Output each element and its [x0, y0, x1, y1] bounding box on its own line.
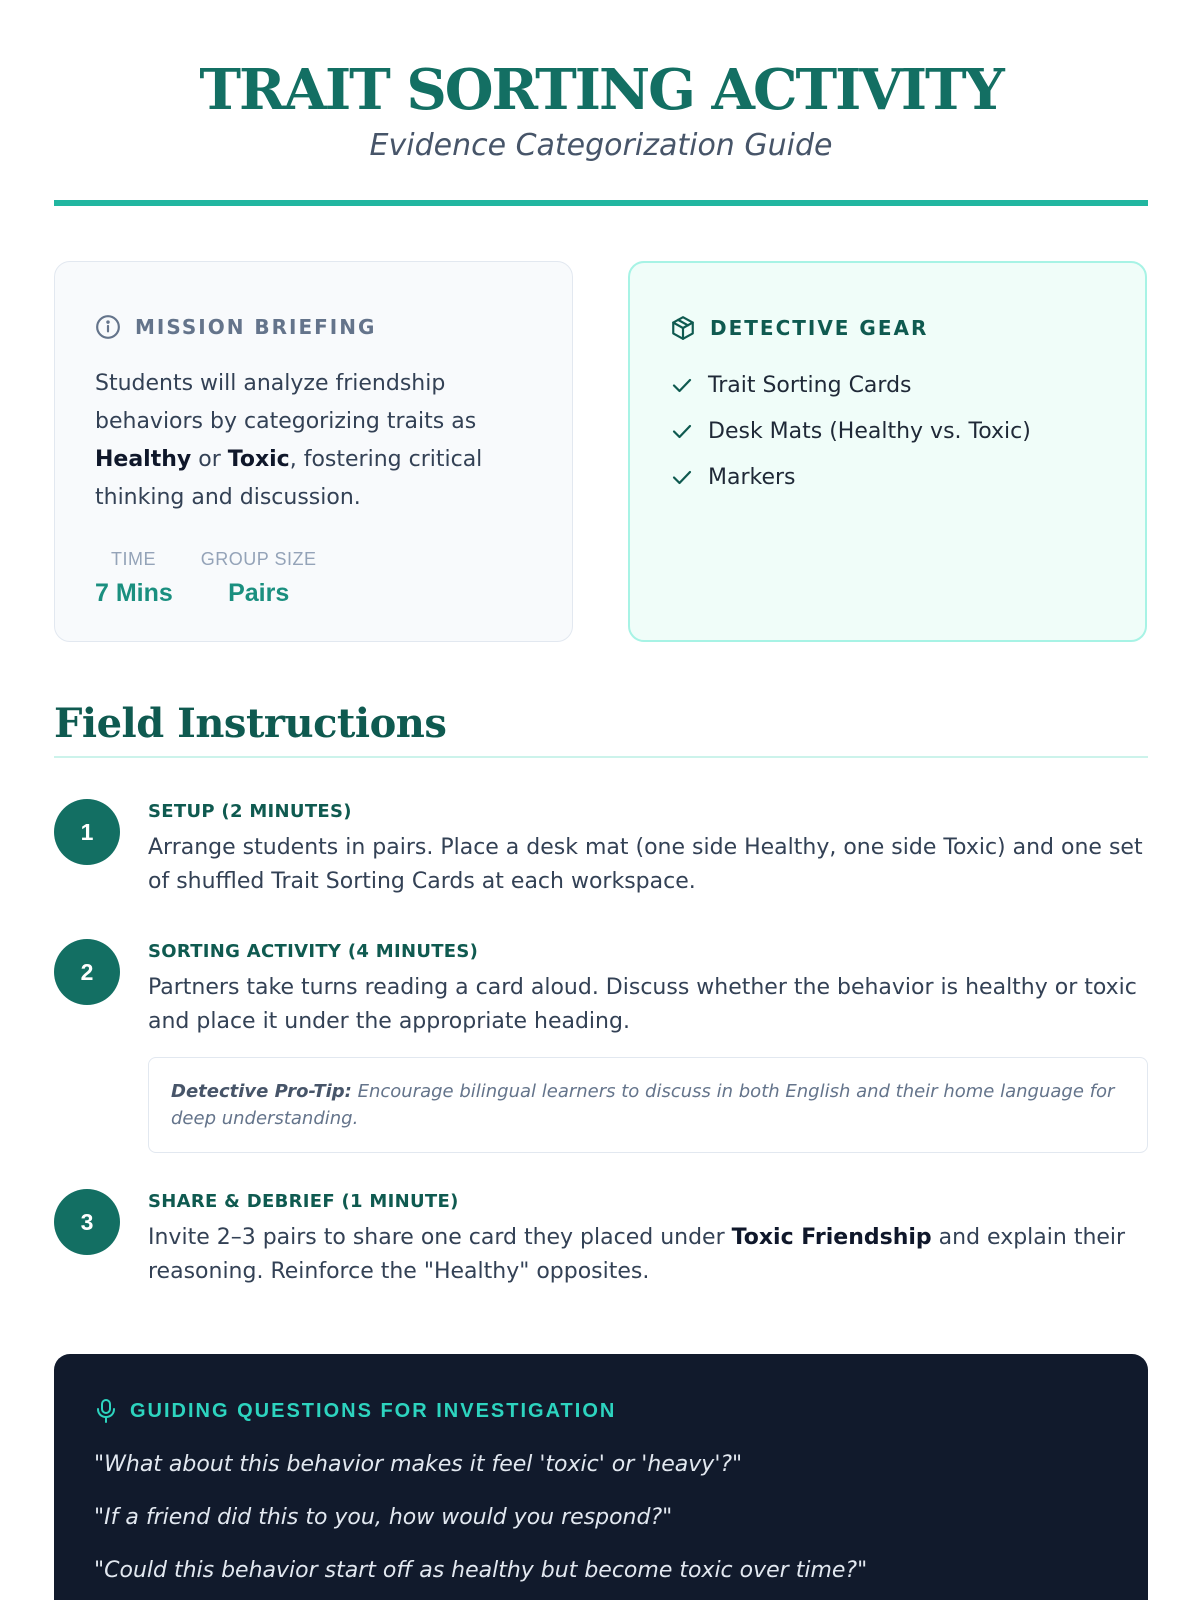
- gear-item-label: Trait Sorting Cards: [708, 372, 912, 398]
- healthy-term: Healthy: [95, 447, 192, 472]
- page-title: TRAIT SORTING ACTIVITY: [199, 57, 1003, 123]
- header-divider: [54, 200, 1148, 206]
- check-icon: [670, 419, 694, 443]
- toxic-term: Toxic: [227, 447, 290, 472]
- mission-briefing-card: [54, 261, 573, 642]
- field-instructions-heading: Field Instructions: [54, 700, 447, 747]
- step-title: SHARE & DEBRIEF (1 MINUTE): [148, 1191, 459, 1212]
- guiding-questions-panel: [54, 1354, 1148, 1600]
- check-icon: [670, 465, 694, 489]
- section-divider: [54, 756, 1148, 758]
- question-item: "If a friend did this to you, how would you respond?": [94, 1505, 673, 1530]
- mission-briefing-text: [95, 365, 515, 517]
- step-title: SORTING ACTIVITY (4 MINUTES): [148, 941, 479, 962]
- time-label: TIME: [111, 549, 156, 569]
- step-text: [148, 1221, 1148, 1289]
- box-icon: [670, 315, 696, 341]
- guiding-questions-heading: GUIDING QUESTIONS FOR INVESTIGATION: [130, 1399, 617, 1422]
- gear-item: [670, 362, 1105, 408]
- question-item: "Could this behavior start off as healthy but become toxic over time?": [94, 1558, 868, 1583]
- gear-item: [670, 408, 1105, 454]
- info-circle-icon: [95, 314, 121, 340]
- step-text: Arrange students in pairs. Place a desk mat (one side Healthy, one side Toxic) and one set of shuffled Trait Sorting Cards at each workspace.: [148, 835, 1143, 894]
- briefing-text-part: Students will analyze friendship behaviors by categorizing traits as: [95, 371, 477, 434]
- gear-item-label: Desk Mats (Healthy vs. Toxic): [708, 418, 1031, 444]
- detective-gear-card: [628, 261, 1147, 642]
- pro-tip-box: [148, 1057, 1148, 1153]
- time-value: 7 Mins: [95, 579, 173, 607]
- briefing-text-part: , fostering critical thinking and discussion.: [95, 447, 483, 510]
- activity-meta: [95, 547, 532, 611]
- guiding-questions-header: [94, 1396, 1108, 1426]
- microphone-icon: [94, 1398, 118, 1424]
- step-text-part: Invite 2–3 pairs to share one card they placed under: [148, 1225, 732, 1250]
- step-number-badge: 2: [54, 939, 120, 1005]
- step-body: [148, 799, 1148, 899]
- gear-item-label: Markers: [708, 464, 796, 490]
- detective-gear-heading: DETECTIVE GEAR: [710, 316, 929, 340]
- pro-tip-label: Detective Pro-Tip:: [171, 1081, 352, 1102]
- group-size-meta: [201, 547, 317, 611]
- gear-list: [670, 362, 1105, 500]
- detective-gear-header: [670, 313, 1105, 343]
- page-subtitle: Evidence Categorization Guide: [369, 128, 833, 163]
- step-body: [148, 939, 1148, 1153]
- step-number-badge: 3: [54, 1189, 120, 1255]
- group-size-value: Pairs: [228, 579, 290, 607]
- check-icon: [670, 373, 694, 397]
- step-number-badge: 1: [54, 799, 120, 865]
- gear-item: [670, 454, 1105, 500]
- mission-briefing-heading: MISSION BRIEFING: [135, 315, 377, 339]
- group-size-label: GROUP SIZE: [200, 549, 317, 569]
- step-text: Partners take turns reading a card aloud. Discuss whether the behavior is healthy or toxic and place it under the appropriate heading.: [148, 975, 1137, 1034]
- question-item: "What about this behavior makes it feel 'toxic' or 'heavy'?": [94, 1452, 743, 1477]
- step-title: SETUP (2 MINUTES): [148, 801, 352, 822]
- pro-tip-text: Encourage bilingual learners to discuss in both English and their home language for deep understanding.: [171, 1081, 1115, 1129]
- mission-briefing-header: [95, 312, 532, 342]
- time-meta: [95, 547, 173, 611]
- briefing-text-part: or: [191, 447, 228, 472]
- page-header: [54, 0, 1148, 207]
- step-body: [148, 1189, 1148, 1289]
- questions-list: [94, 1447, 1108, 1589]
- toxic-friendship-term: Toxic Friendship: [731, 1225, 932, 1250]
- step-text-part: and explain their reasoning. Reinforce the "Healthy" opposites.: [148, 1225, 1126, 1284]
